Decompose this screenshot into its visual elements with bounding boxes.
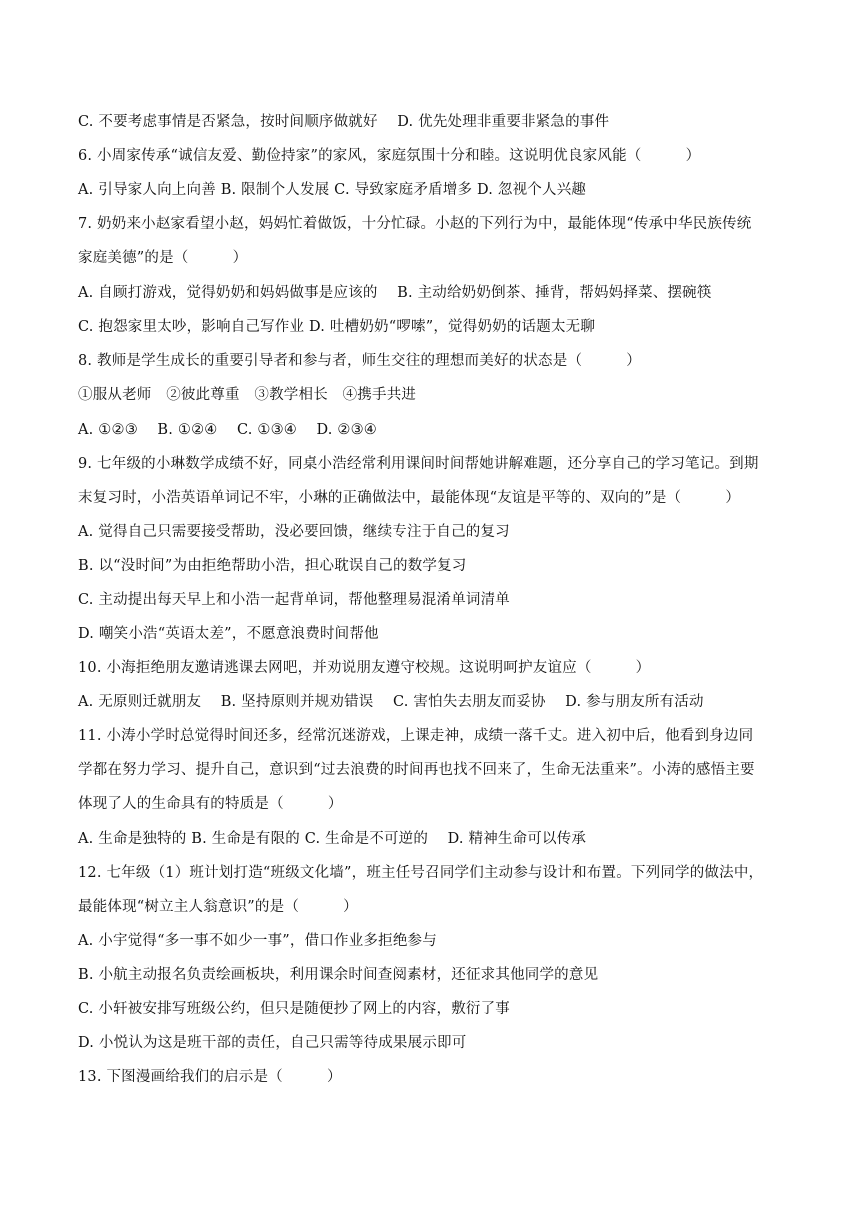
question-9-line-2: 末复习时，小浩英语单词记不牢，小琳的正确做法中，最能体现“友谊是平等的、双向的”是（ ） [78,490,741,506]
option-q9-b: B. 以“没时间”为由拒绝帮助小浩，担心耽误自己的数学复习 [78,558,467,574]
options-q8: A. ①②③ B. ①②④ C. ①③④ D. ②③④ [78,422,378,438]
option-q12-a: A. 小宇觉得“多一事不如少一事”，借口作业多拒绝参与 [78,933,437,949]
question-7-line-1: 7. 奶奶来小赵家看望小赵，妈妈忙着做饭，十分忙碌。小赵的下列行为中，最能体现“传承中华民族传统 [78,216,752,232]
question-8: 8. 教师是学生成长的重要引导者和参与者，师生交往的理想而美好的状态是（ ） [78,353,641,369]
options-q11: A. 生命是独特的 B. 生命是有限的 C. 生命是不可逆的 D. 精神生命可以传承 [78,831,587,847]
question-7-line-2: 家庭美德”的是（ ） [78,250,248,266]
option-q9-c: C. 主动提出每天早上和小浩一起背单词，帮他整理易混淆单词清单 [78,592,510,608]
question-11-line-1: 11. 小涛小学时总觉得时间还多，经常沉迷游戏，上课走神，成绩一落千丈。进入初中后，他看到身边同 [78,728,754,744]
option-q12-d: D. 小悦认为这是班干部的责任，自己只需等待成果展示即可 [78,1035,467,1051]
option-line-q5-c-d: C. 不要考虑事情是否紧急，按时间顺序做就好 D. 优先处理非重要非紧急的事件 [78,114,610,130]
question-12-line-2: 最能体现“树立主人翁意识”的是（ ） [78,899,358,915]
question-11-line-2: 学都在努力学习、提升自己，意识到“过去浪费的时间再也找不回来了，生命无法重来”。小涛的感悟主要 [78,762,755,778]
question-13: 13. 下图漫画给我们的启示是（ ） [78,1069,342,1085]
option-q12-b: B. 小航主动报名负责绘画板块，利用课余时间查阅素材，还征求其他同学的意见 [78,967,599,983]
option-q12-c: C. 小轩被安排写班级公约，但只是随便抄了网上的内容，敷衍了事 [78,1001,510,1017]
options-q7-a-b: A. 自顾打游戏，觉得奶奶和妈妈做事是应该的 B. 主动给奶奶倒茶、捶背，帮妈妈择菜、摆碗筷 [78,285,712,301]
options-q7-c-d: C. 抱怨家里太吵，影响自己写作业 D. 吐槽奶奶“啰嗦”，觉得奶奶的话题太无聊 [78,319,596,335]
question-9-line-1: 9. 七年级的小琳数学成绩不好，同桌小浩经常利用课间时间帮她讲解难题，还分享自己的学习笔记。到期 [78,456,759,472]
options-q10: A. 无原则迁就朋友 B. 坚持原则并规劝错误 C. 害怕失去朋友而妥协 D. 参与朋友所有活动 [78,694,704,710]
question-12-line-1: 12. 七年级（1）班计划打造“班级文化墙”，班主任号召同学们主动参与设计和布置。下列同学的做法中， [78,865,764,881]
statements-q8: ①服从老师 ②彼此尊重 ③教学相长 ④携手共进 [78,387,417,403]
options-q6: A. 引导家人向上向善 B. 限制个人发展 C. 导致家庭矛盾增多 D. 忽视个人兴趣 [78,182,587,198]
option-q9-d: D. 嘲笑小浩“英语太差”，不愿意浪费时间帮他 [78,626,379,642]
question-11-line-3: 体现了人的生命具有的特质是（ ） [78,796,343,812]
option-q9-a: A. 觉得自己只需要接受帮助，没必要回馈，继续专注于自己的复习 [78,524,510,540]
question-10: 10. 小海拒绝朋友邀请逃课去网吧，并劝说朋友遵守校规。这说明呵护友谊应（ ） [78,660,651,676]
question-6: 6. 小周家传承“诚信友爱、勤俭持家”的家风，家庭氛围十分和睦。这说明优良家风能（ ） [78,148,701,164]
